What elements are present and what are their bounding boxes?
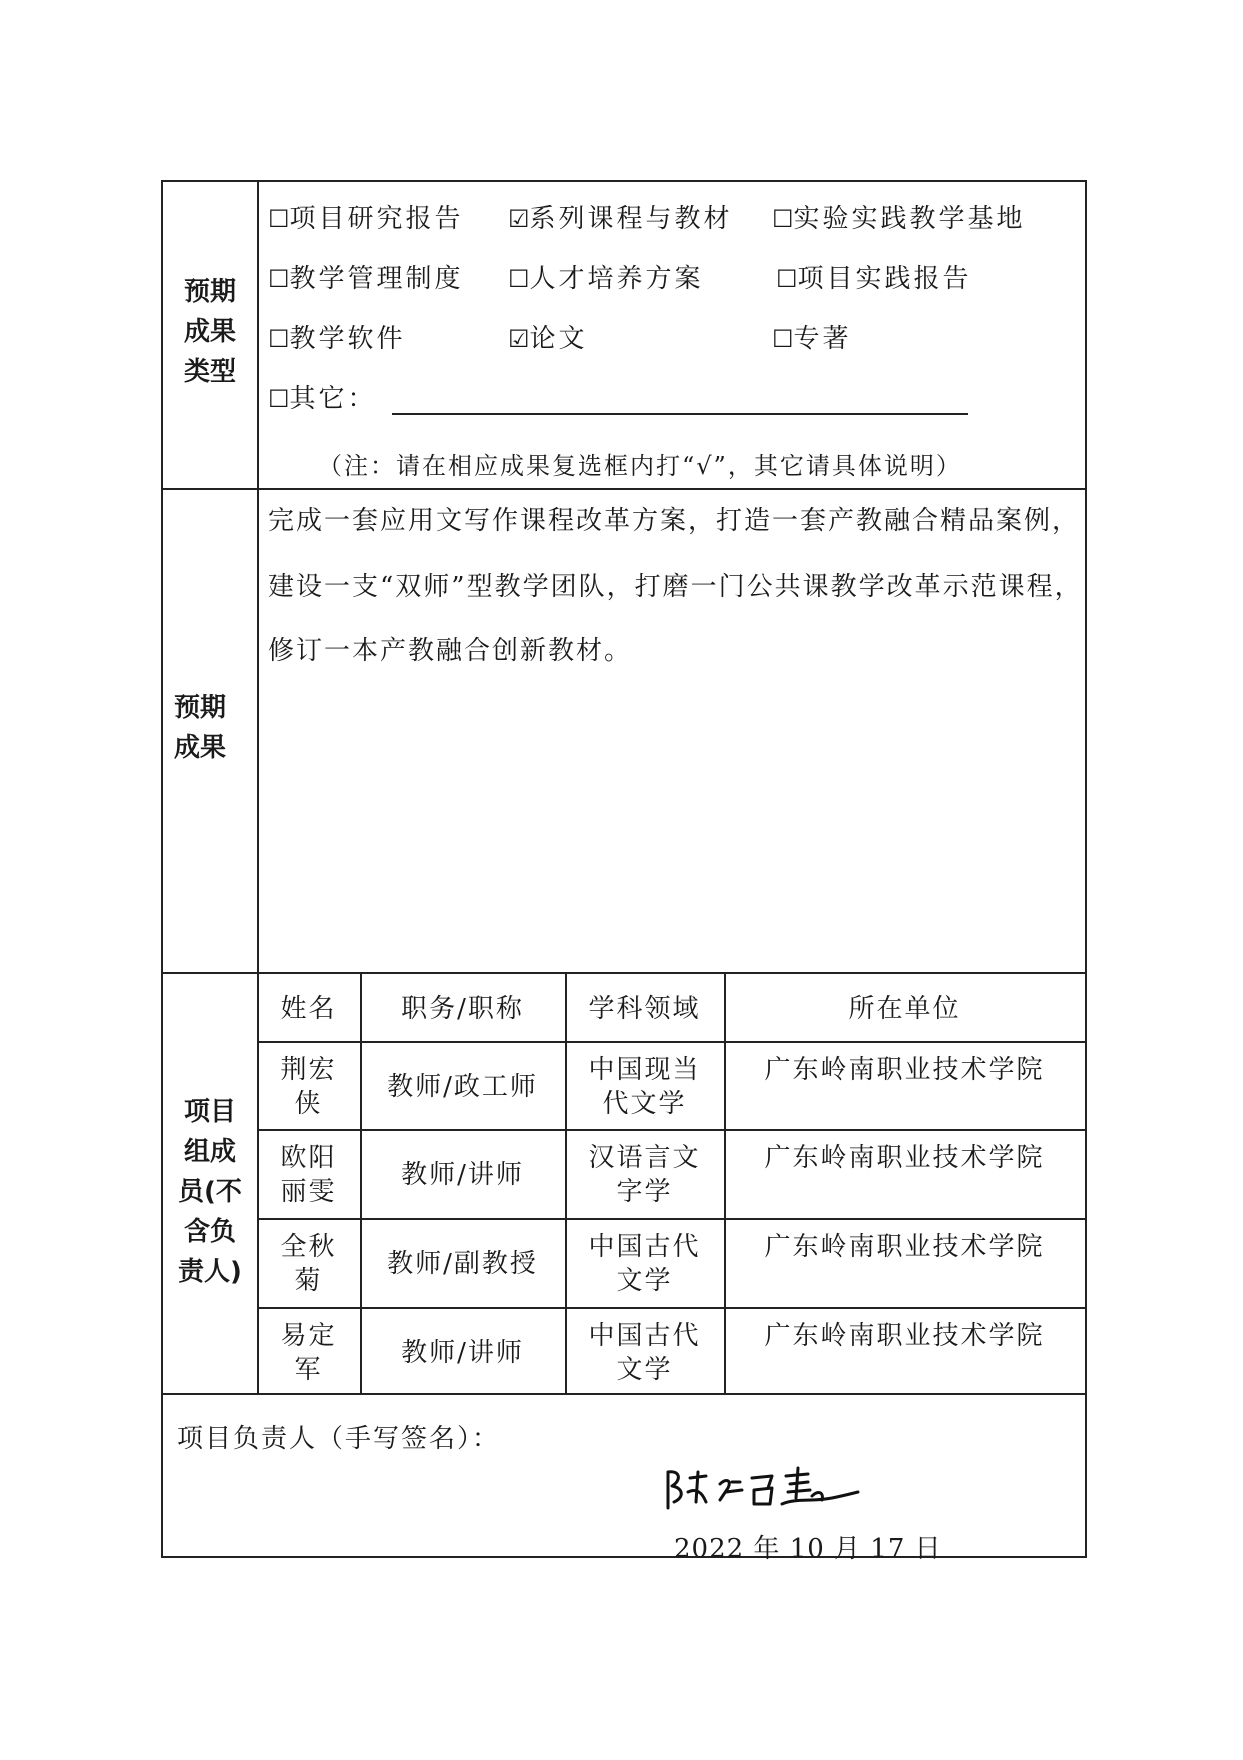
label-text: 预期 成果 — [173, 693, 226, 763]
checkbox-course-materials[interactable] — [508, 202, 733, 236]
table-header-title: 职务/职称 — [401, 994, 524, 1024]
signature-date: 2022 年 10 月 17 日 — [674, 1534, 942, 1564]
member-name-text: 欧阳 丽雯 — [280, 1143, 337, 1207]
member-name — [257, 1141, 360, 1209]
checkbox-paper[interactable] — [508, 322, 588, 356]
section-label-members — [163, 1092, 257, 1292]
table-row-line — [257, 1218, 1085, 1220]
member-field-text: 中国古代 文学 — [588, 1232, 701, 1296]
member-title: 教师/副教授 — [387, 1249, 538, 1279]
label-text: 预期 成果 类型 — [183, 277, 236, 387]
member-unit: 广东岭南职业技术学院 — [764, 1321, 1045, 1351]
divider-section3 — [163, 1393, 1085, 1395]
checkbox-icon: ☐ — [268, 385, 290, 413]
member-name — [257, 1319, 360, 1387]
checkbox-monograph[interactable] — [772, 322, 852, 356]
section-label-outcome-type — [163, 272, 257, 392]
member-field-text: 中国古代 文学 — [588, 1321, 701, 1385]
checkbox-label: 教学软件 — [289, 324, 406, 354]
checkbox-note: （注：请在相应成果复选框内打“√”，其它请具体说明） — [318, 452, 962, 480]
checkbox-icon: ☐ — [772, 205, 794, 233]
checkbox-label: 其它： — [289, 384, 377, 414]
checkbox-label: 实验实践教学基地 — [793, 204, 1026, 234]
divider-section2 — [163, 972, 1085, 974]
outcome-text-line: 修订一本产教融合创新教材。 — [268, 636, 633, 666]
label-text: 项目 组成 员(不 含负 责人) — [178, 1097, 242, 1287]
member-name — [257, 1230, 360, 1298]
checkbox-icon: ☐ — [772, 325, 794, 353]
member-unit: 广东岭南职业技术学院 — [764, 1232, 1045, 1262]
handwritten-signature — [662, 1458, 862, 1518]
checkbox-label: 论文 — [529, 324, 588, 354]
member-field-text: 中国现当 代文学 — [588, 1055, 701, 1119]
member-field — [565, 1141, 724, 1209]
checkbox-icon: ☐ — [268, 265, 290, 293]
member-title: 教师/政工师 — [387, 1072, 538, 1102]
checkbox-label: 专著 — [793, 324, 852, 354]
member-title: 教师/讲师 — [401, 1338, 524, 1368]
member-name — [257, 1053, 360, 1121]
member-unit: 广东岭南职业技术学院 — [764, 1055, 1045, 1085]
label-column-divider — [257, 182, 259, 1393]
checkbox-icon: ☐ — [508, 265, 530, 293]
section-label-outcome — [153, 688, 247, 768]
checkbox-talent-plan[interactable] — [508, 262, 704, 296]
checkbox-icon: ☐ — [268, 205, 290, 233]
divider-section1 — [163, 488, 1085, 490]
table-header-name: 姓名 — [280, 994, 337, 1024]
table-header-unit: 所在单位 — [848, 994, 961, 1024]
member-field — [565, 1319, 724, 1387]
table-row-line — [257, 1307, 1085, 1309]
checkbox-icon: ☐ — [776, 265, 798, 293]
signature-label: 项目负责人（手写签名）： — [177, 1424, 501, 1454]
checkbox-icon: ☑ — [508, 205, 530, 233]
checkbox-label: 项目实践报告 — [797, 264, 972, 294]
member-name-text: 荆宏 侠 — [280, 1055, 337, 1119]
member-field-text: 汉语言文 字学 — [588, 1143, 701, 1207]
outcome-text-line: 建设一支“双师”型教学团队，打磨一门公共课教学改革示范课程， — [268, 572, 1083, 602]
member-unit: 广东岭南职业技术学院 — [764, 1143, 1045, 1173]
checkbox-management-system[interactable] — [268, 262, 464, 296]
other-fill-line[interactable] — [392, 413, 968, 415]
checkbox-practice-base[interactable] — [772, 202, 1026, 236]
table-row-line — [257, 1129, 1085, 1131]
checkbox-icon: ☑ — [508, 325, 530, 353]
outcome-text-line: 完成一套应用文写作课程改革方案，打造一套产教融合精品案例， — [268, 506, 1081, 536]
checkbox-icon: ☐ — [268, 325, 290, 353]
table-header-field: 学科领域 — [588, 994, 701, 1024]
member-name-text: 易定 军 — [280, 1321, 337, 1385]
member-title: 教师/讲师 — [401, 1160, 524, 1190]
member-name-text: 全秋 菊 — [280, 1232, 337, 1296]
checkbox-label: 人才培养方案 — [529, 264, 704, 294]
checkbox-label: 系列课程与教材 — [529, 204, 733, 234]
checkbox-label: 教学管理制度 — [289, 264, 464, 294]
member-field — [565, 1053, 724, 1121]
checkbox-practice-report[interactable] — [776, 262, 972, 296]
table-header-line — [257, 1041, 1085, 1043]
member-field — [565, 1230, 724, 1298]
checkbox-other[interactable] — [268, 382, 377, 416]
checkbox-label: 项目研究报告 — [289, 204, 464, 234]
checkbox-teaching-software[interactable] — [268, 322, 406, 356]
checkbox-research-report[interactable] — [268, 202, 464, 236]
